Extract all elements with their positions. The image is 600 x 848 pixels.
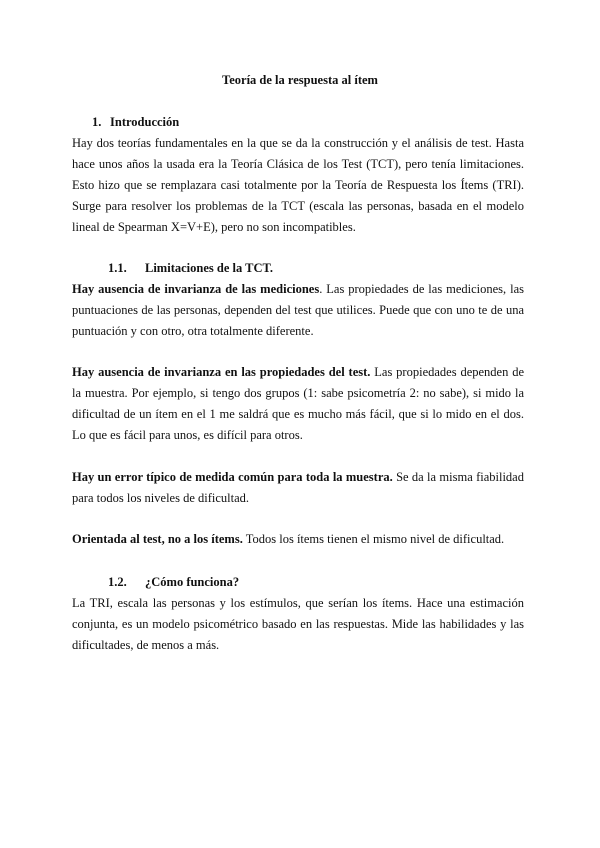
introduction-paragraph: Hay dos teorías fundamentales en la que se da la construcción y el análisis de test. Hasta hace unos años la usada era la Teoría Clásica de los Test (TCT), pero tenía limitaciones. Esto hizo que se remplazara casi totalmente por la Teoría de Respuesta los Ítems (TRI). Surge para resolver los problemas de la TCT (escala las personas, basada en el modelo lineal de Spearman X=V+E), pero no son incompatibles.	[72, 136, 524, 234]
limitation-text: Todos los ítems tienen el mismo nivel de dificultad.	[242, 532, 505, 546]
subsection-number: 1.1.	[108, 261, 127, 275]
section-number: 1.	[92, 115, 102, 129]
document-title: Teoría de la respuesta al ítem	[222, 73, 378, 87]
limitation-lead: Orientada al test, no a los ítems.	[72, 532, 243, 546]
section-heading-text: Introducción	[110, 115, 180, 129]
limitation-paragraph	[72, 362, 524, 446]
limitation-paragraph	[72, 279, 524, 342]
subsection-heading-limitaciones	[108, 258, 273, 278]
limitation-text: Se da la misma fiabilidad para todos los niveles de dificultad.	[72, 470, 524, 505]
limitation-paragraph	[72, 529, 524, 550]
limitation-lead: Hay un error típico de medida común para toda la muestra.	[72, 470, 393, 484]
subsection-heading-text: Limitaciones de la TCT.	[145, 261, 274, 275]
limitation-text: Las propiedades dependen de la muestra. Por ejemplo, si tengo dos grupos (1: sabe psicometría 2: no sabe), si mido la dificultad de un ítem en el 1 me saldrá que es mucho más fácil, que si lo mido en el dos. Lo que es fácil para unos, es difícil para otros.	[72, 365, 524, 442]
limitation-text: . Las propiedades de las mediciones, las puntuaciones de las personas, dependen del test que utilices. Puede que con uno te de una puntuación y con otro, otra totalmente diferente.	[72, 282, 524, 338]
section-heading-introduccion	[92, 112, 179, 132]
limitation-paragraph	[72, 467, 524, 509]
limitation-lead: Hay ausencia de invarianza de las mediciones	[72, 282, 320, 296]
how-it-works-paragraph: La TRI, escala las personas y los estímulos, que serían los ítems. Hace una estimación conjunta, es un modelo psicométrico basado en las respuestas. Mide las habilidades y las dificultades, de menos a más.	[72, 596, 524, 652]
subsection-number: 1.2.	[108, 575, 127, 589]
limitation-lead: Hay ausencia de invarianza en las propiedades del test.	[72, 365, 371, 379]
subsection-heading-text: ¿Cómo funciona?	[145, 575, 240, 589]
subsection-heading-como-funciona	[108, 572, 239, 592]
